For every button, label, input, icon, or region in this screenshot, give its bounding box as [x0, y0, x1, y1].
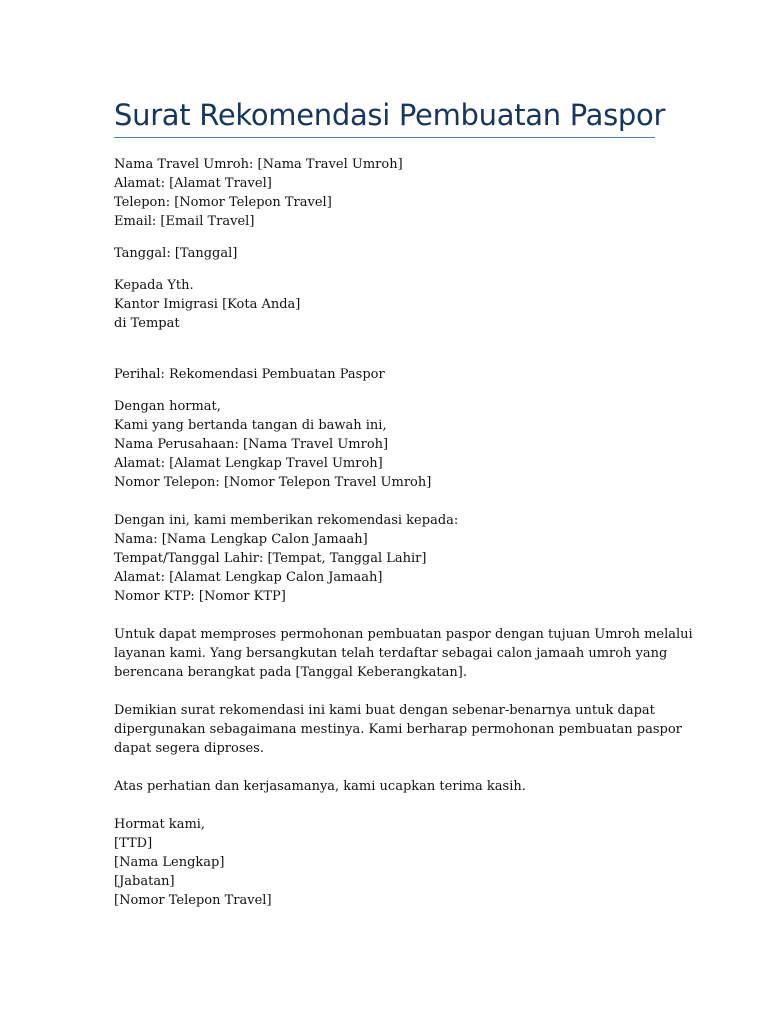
- purpose-line: layanan kami. Yang bersangkutan telah terdaftar sebagai calon jamaah umroh yang: [114, 646, 668, 661]
- sender-line: Telepon: [Nomor Telepon Travel]: [114, 195, 332, 210]
- recommendation-line: Tempat/Tanggal Lahir: [Tempat, Tanggal Lahir]: [114, 551, 427, 566]
- purpose-line: Untuk dapat memproses permohonan pembuatan paspor dengan tujuan Umroh melalui: [114, 627, 693, 642]
- title-underline: [114, 137, 655, 138]
- thanks-line: Atas perhatian dan kerjasamanya, kami ucapkan terima kasih.: [114, 779, 526, 794]
- closing-line: Demikian surat rekomendasi ini kami buat dengan sebenar-benarnya untuk dapat: [114, 703, 655, 718]
- opening-line: Dengan hormat,: [114, 399, 221, 414]
- document-content: [114, 96, 693, 910]
- recipient-line: Kantor Imigrasi [Kota Anda]: [114, 297, 301, 312]
- opening-block: [114, 397, 656, 492]
- closing-line: dipergunakan sebagaimana mestinya. Kami berharap permohonan pembuatan paspor: [114, 722, 682, 737]
- recipient-line: di Tempat: [114, 316, 180, 331]
- recommendation-line: Alamat: [Alamat Lengkap Calon Jamaah]: [114, 570, 383, 585]
- sender-line: Alamat: [Alamat Travel]: [114, 176, 272, 191]
- recipient-line: Kepada Yth.: [114, 278, 194, 293]
- date-block: [114, 244, 656, 263]
- subject-line: Perihal: Rekomendasi Pembuatan Paspor: [114, 367, 385, 382]
- sender-line: Email: [Email Travel]: [114, 214, 255, 229]
- signature-block: [114, 815, 656, 910]
- recommendation-line: Nama: [Nama Lengkap Calon Jamaah]: [114, 532, 368, 547]
- opening-line: Alamat: [Alamat Lengkap Travel Umroh]: [114, 456, 383, 471]
- date-line: Tanggal: [Tanggal]: [114, 246, 238, 261]
- subject-block: [114, 365, 656, 384]
- thanks-paragraph: [114, 777, 656, 796]
- opening-line: Nama Perusahaan: [Nama Travel Umroh]: [114, 437, 389, 452]
- recommendation-line: Dengan ini, kami memberikan rekomendasi kepada:: [114, 513, 459, 528]
- recipient-block: [114, 276, 656, 333]
- purpose-paragraph: [114, 625, 693, 682]
- signature-line: [Nama Lengkap]: [114, 855, 225, 870]
- sender-line: Nama Travel Umroh: [Nama Travel Umroh]: [114, 157, 403, 172]
- purpose-line: berencana berangkat pada [Tanggal Keberangkatan].: [114, 665, 467, 680]
- sender-block: [114, 155, 656, 231]
- signature-line: [TTD]: [114, 836, 153, 851]
- signature-line: [Jabatan]: [114, 874, 175, 889]
- signature-line: Hormat kami,: [114, 817, 206, 832]
- opening-line: Kami yang bertanda tangan di bawah ini,: [114, 418, 387, 433]
- closing-paragraph: [114, 701, 682, 758]
- closing-line: dapat segera diproses.: [114, 741, 264, 756]
- recommendation-line: Nomor KTP: [Nomor KTP]: [114, 589, 286, 604]
- recommendation-block: [114, 511, 656, 606]
- document-title: Surat Rekomendasi Pembuatan Paspor: [114, 98, 666, 132]
- opening-line: Nomor Telepon: [Nomor Telepon Travel Umroh]: [114, 475, 432, 490]
- signature-line: [Nomor Telepon Travel]: [114, 893, 272, 908]
